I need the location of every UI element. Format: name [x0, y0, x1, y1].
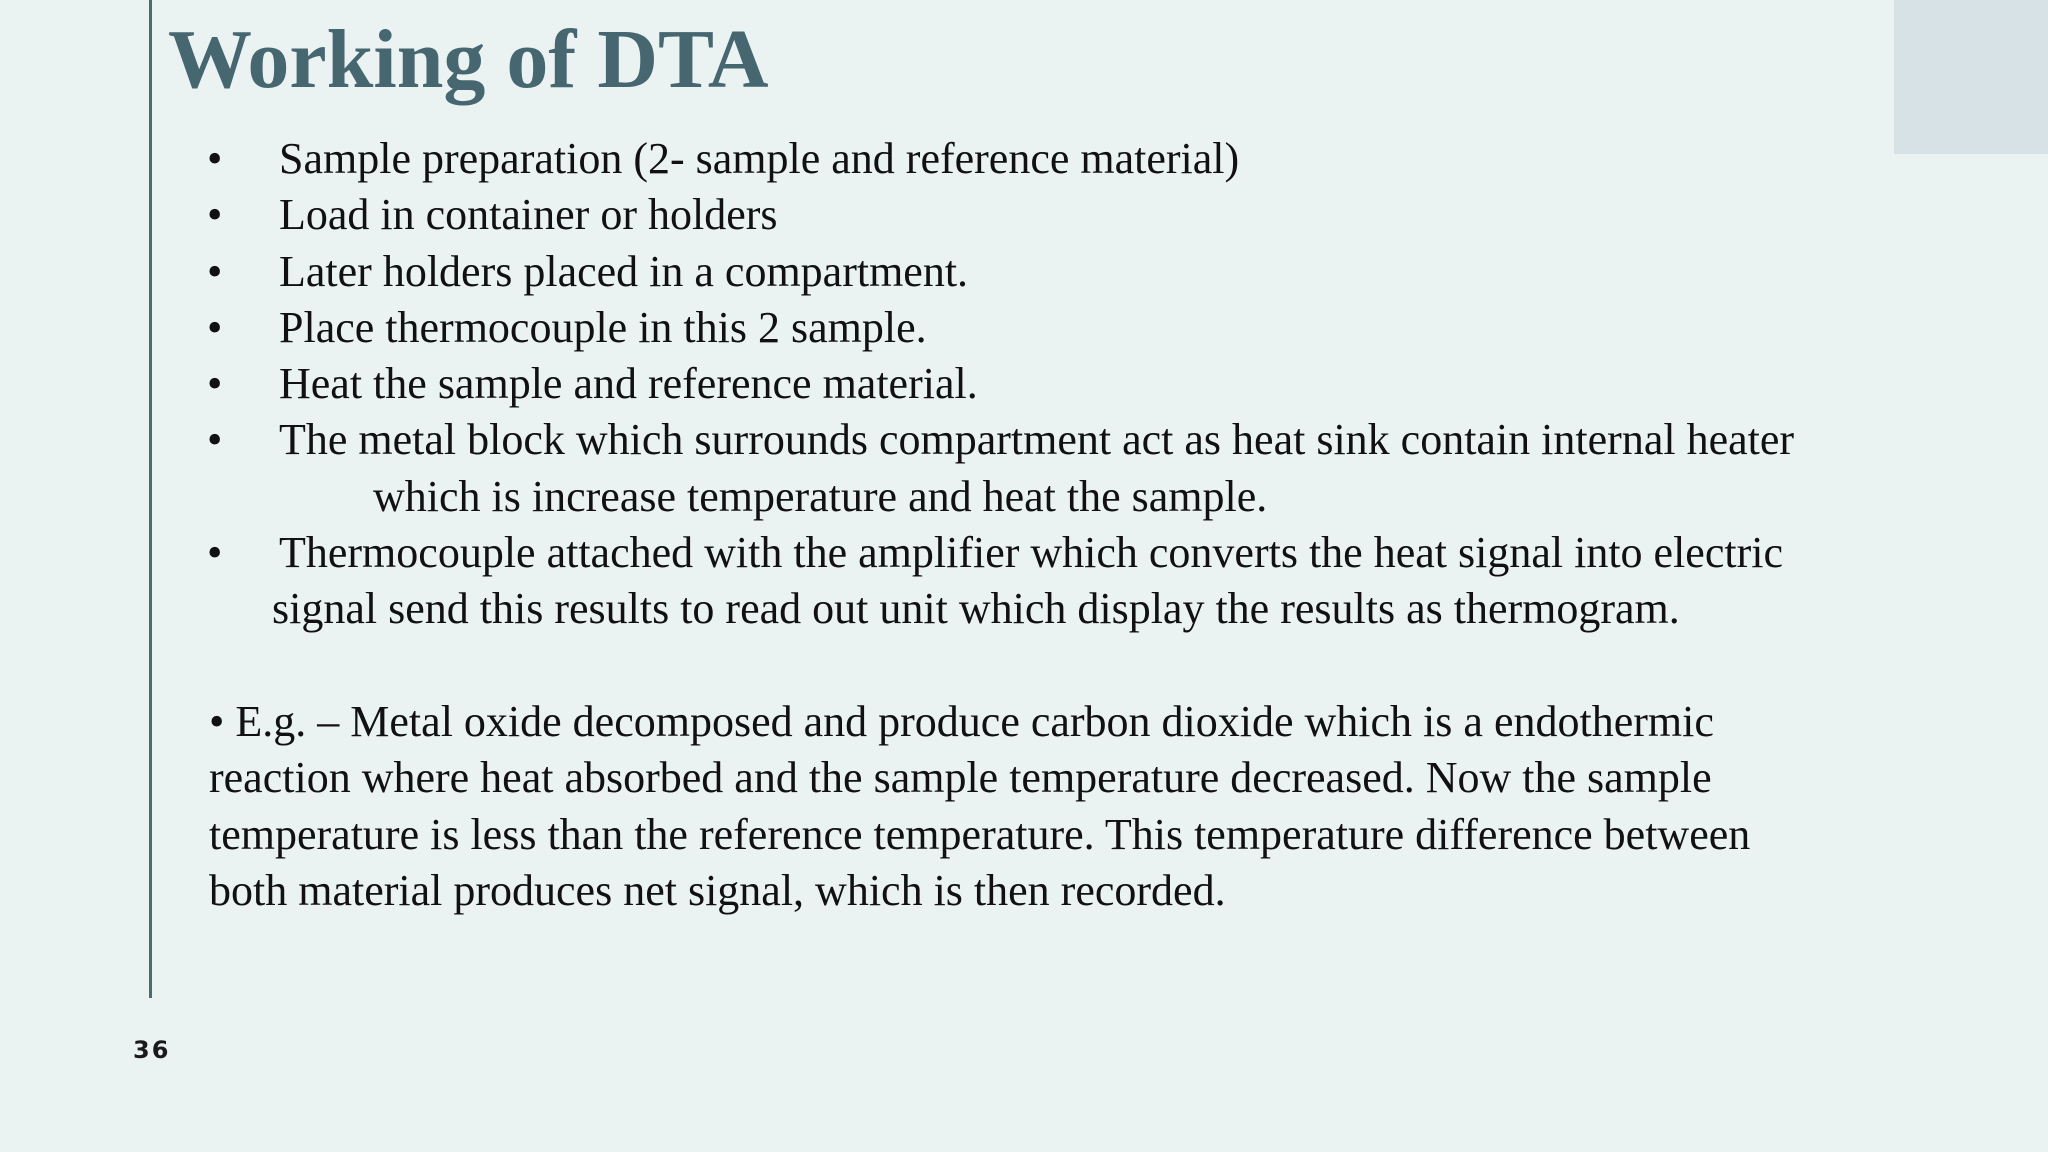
bullet-item: [205, 525, 1905, 638]
bullet-dot: •: [207, 528, 223, 578]
page-number: 36: [133, 1036, 171, 1064]
example-line: temperature is less than the reference temperature. This temperature difference between: [209, 809, 1751, 859]
bullet-item: [205, 131, 1905, 187]
bullet-item: [205, 187, 1905, 243]
bullet-dot: •: [207, 134, 223, 183]
bullet-text: Place thermocouple in this 2 sample.: [279, 302, 927, 352]
bullet-continuation: signal send this results to read out unit which display the results as thermogram.: [272, 584, 1680, 634]
bullet-item: [205, 300, 1905, 356]
bullet-dot: •: [207, 302, 223, 352]
bullet-dot: •: [207, 246, 223, 296]
bullet-item: [205, 244, 1905, 300]
bullet-list: [205, 131, 1905, 638]
example-line: both material produces net signal, which is then recorded.: [209, 865, 1226, 915]
bullet-text: The metal block which surrounds compartment act as heat sink contain internal heater: [279, 415, 1795, 465]
corner-decoration: [1894, 0, 2048, 154]
bullet-text: Later holders placed in a compartment.: [279, 246, 969, 296]
example-line: • E.g. – Metal oxide decomposed and produce carbon dioxide which is a endothermic: [209, 697, 1714, 746]
bullet-item: [205, 356, 1905, 412]
slide-title: Working of DTA: [168, 13, 769, 106]
bullet-text: Heat the sample and reference material.: [279, 359, 978, 409]
bullet-dot: •: [207, 415, 223, 465]
bullet-dot: •: [207, 190, 223, 240]
bullet-dot: •: [207, 359, 223, 409]
bullet-item: [205, 412, 1905, 525]
example-line: reaction where heat absorbed and the sample temperature decreased. Now the sample: [209, 753, 1712, 803]
bullet-text: Load in container or holders: [279, 190, 778, 240]
bullet-continuation: which is increase temperature and heat the sample.: [373, 471, 1268, 521]
example-paragraph: [209, 694, 1929, 919]
bullet-text: Sample preparation (2- sample and reference material): [279, 134, 1240, 183]
left-accent-rule: [149, 0, 152, 998]
bullet-text: Thermocouple attached with the amplifier which converts the heat signal into electric: [279, 528, 1783, 578]
